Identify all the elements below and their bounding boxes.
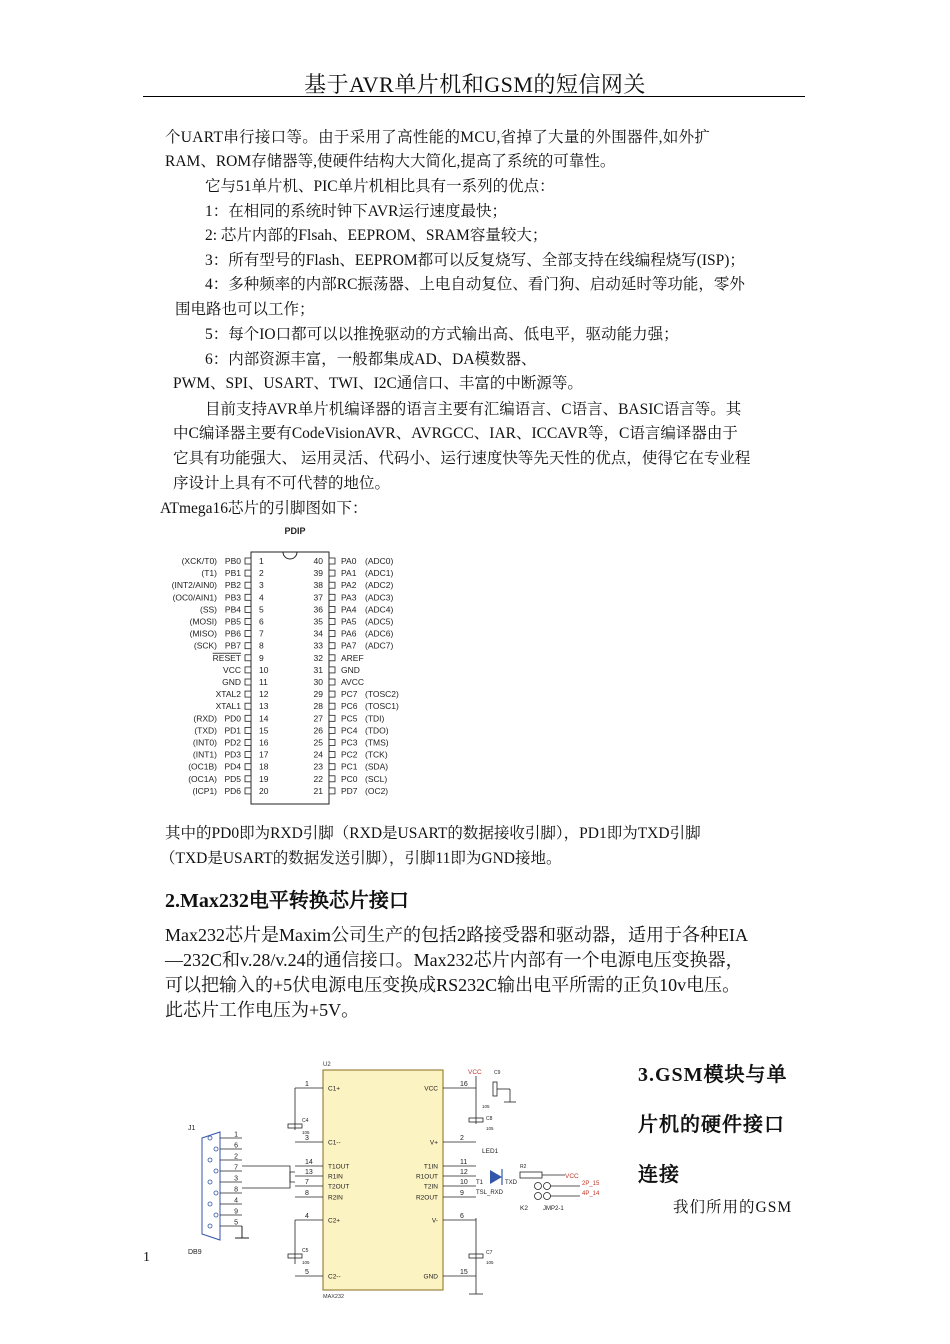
pinout-right-pin-name: PC0 xyxy=(341,773,358,784)
pinout-left-pin-function: (TXD) xyxy=(194,725,217,736)
pinout-left-pin-function: (SCK) xyxy=(193,640,217,651)
pinout-package-label: PDIP xyxy=(284,526,306,536)
pinout-left-pin-number: 12 xyxy=(259,689,269,700)
pinout-left-pin-box xyxy=(245,631,251,637)
pinout-right-pin-name: PC6 xyxy=(341,701,358,712)
max232-left-pin-number: 8 xyxy=(305,1190,309,1197)
resistor-symbol xyxy=(520,1172,542,1178)
pinout-left-pin-box xyxy=(245,752,251,758)
pinout-right-pin-name: PA1 xyxy=(341,568,357,579)
pinout-right-pin-number: 24 xyxy=(313,749,323,760)
pinout-right-pin-number: 25 xyxy=(313,737,323,748)
pinout-right-pin-function: (TMS) xyxy=(365,737,389,748)
db9-pin-contact xyxy=(214,1169,218,1173)
section-2-heading: 2.Max232电平转换芯片接口 xyxy=(165,890,409,912)
pinout-right-pin-name: PC3 xyxy=(341,737,358,748)
max232-right-pin-label: V- xyxy=(431,1217,438,1225)
pinout-right-pin-name: AVCC xyxy=(341,677,364,687)
section-3-heading-line-3: 连接 xyxy=(638,1164,680,1186)
pinout-right-pin-box xyxy=(329,558,335,564)
pinout-left-pin-number: 10 xyxy=(259,664,269,675)
pinout-left-pin-box xyxy=(245,594,251,600)
pinout-right-pin-function: (TOSC1) xyxy=(365,701,399,712)
jumper-pin-2 xyxy=(544,1183,551,1190)
pinout-left-pin-box xyxy=(245,606,251,612)
max232-left-pin-label: R1IN xyxy=(328,1173,343,1181)
cap-c8-value: 105 xyxy=(486,1126,494,1131)
pinout-right-pin-box xyxy=(329,594,335,600)
pinout-right-pin-number: 38 xyxy=(313,580,323,591)
pinout-left-pin-function: (OC0/AIN1) xyxy=(172,592,217,603)
pinout-right-pin-box xyxy=(329,655,335,661)
max232-right-pin-number: 12 xyxy=(460,1169,468,1176)
max232-right-pin-number: 10 xyxy=(460,1179,468,1186)
db9-pin-number: 5 xyxy=(234,1219,238,1227)
pinout-right-pin-function: (ADC5) xyxy=(365,616,394,627)
pinout-right-pin-number: 37 xyxy=(313,592,323,603)
db9-pin-number: 6 xyxy=(234,1142,238,1150)
pinout-left-pin-function: (RXD) xyxy=(193,713,217,724)
pinout-right-pin-function: (TDO) xyxy=(365,725,389,736)
pinout-left-pin-number: 14 xyxy=(259,713,269,724)
pinout-right-pin-function: (ADC2) xyxy=(365,580,394,591)
max232-right-pin-number: 9 xyxy=(460,1190,464,1197)
pinout-right-pin-function: (ADC1) xyxy=(365,568,394,579)
pinout-left-pin-name: PB5 xyxy=(224,616,241,627)
db9-pin-number: 9 xyxy=(234,1208,238,1216)
max232-right-pin-number: 11 xyxy=(460,1159,468,1166)
section-2-line-2: —232C和v.28/v.24的通信接口。Max232芯片内部有一个电源电压变换器， xyxy=(165,950,744,970)
port-p15-label: 2P_15 xyxy=(582,1181,600,1187)
pinout-left-pin-box xyxy=(245,715,251,721)
max232-left-pin-label: R2IN xyxy=(328,1194,343,1202)
pinout-left-pin-name: PD4 xyxy=(224,761,241,772)
pinout-right-pin-box xyxy=(329,727,335,733)
max232-left-pin-number: 4 xyxy=(305,1213,309,1220)
led-symbol xyxy=(490,1170,502,1184)
max232-left-pin-label: C1+ xyxy=(328,1085,341,1093)
vcc-label: VCC xyxy=(468,1069,482,1076)
schematic-u-label: U2 xyxy=(323,1062,331,1068)
pinout-right-pin-box xyxy=(329,715,335,721)
pinout-right-pin-function: (ADC0) xyxy=(365,556,394,566)
pinout-left-pin-number: 9 xyxy=(259,652,264,663)
page-header-title: 基于AVR单片机和GSM的短信网关 xyxy=(304,72,646,97)
pinout-left-pin-box xyxy=(245,570,251,576)
pinout-right-pin-number: 22 xyxy=(313,773,323,784)
pinout-right-pin-number: 26 xyxy=(313,725,323,736)
pinout-left-pin-name: PD0 xyxy=(224,713,241,724)
pinout-right-pin-function: (ADC6) xyxy=(365,628,394,639)
pinout-right-pin-function: (SDA) xyxy=(365,761,389,772)
resistor-label: R2 xyxy=(520,1164,527,1170)
pinout-right-pin-box xyxy=(329,776,335,782)
pinout-left-pin-function: (OC1B) xyxy=(188,761,217,772)
pinout-left-pin-function: (XCK/T0) xyxy=(181,556,217,566)
led-label: LED1 xyxy=(482,1148,499,1155)
pinout-right-pin-box xyxy=(329,788,335,794)
pinout-left-pin-number: 2 xyxy=(259,568,264,579)
db9-pin-number: 3 xyxy=(234,1175,238,1183)
db9-pin-number: 1 xyxy=(234,1131,238,1139)
max232-left-pin-label: T1OUT xyxy=(328,1163,350,1171)
cap-c9-symbol xyxy=(493,1082,497,1096)
db9-pin-contact xyxy=(208,1224,212,1228)
pinout-left-pin-function: (INT0) xyxy=(192,737,217,748)
max232-right-pin-label: T2IN xyxy=(423,1183,438,1191)
pinout-left-pin-box xyxy=(245,582,251,588)
max232-schematic xyxy=(180,1058,620,1303)
advantage-1: 1：在相同的系统时钟下AVR运行速度最快； xyxy=(205,203,507,220)
pinout-right-pin-number: 27 xyxy=(313,713,323,724)
pinout-right-pin-number: 40 xyxy=(313,556,323,566)
pinout-right-pin-name: PA6 xyxy=(341,628,357,639)
pin-note-line-2: （TXD是USART的数据发送引脚），引脚11即为GND接地。 xyxy=(160,850,562,867)
max232-right-pin-number: 6 xyxy=(460,1213,464,1220)
pinout-right-pin-name: PA7 xyxy=(341,640,357,651)
pinout-right-pin-box xyxy=(329,582,335,588)
pinout-left-pin-box xyxy=(245,691,251,697)
pinout-left-pin-number: 17 xyxy=(259,749,269,760)
pinout-left-pin-number: 16 xyxy=(259,737,269,748)
max232-right-pin-number: 16 xyxy=(460,1081,468,1088)
pinout-left-pin-box xyxy=(245,679,251,685)
pinout-left-pin-box xyxy=(245,667,251,673)
max232-right-pin-label: VCC xyxy=(424,1085,438,1093)
pinout-left-pin-box xyxy=(245,558,251,564)
db9-pin-contact xyxy=(214,1213,218,1217)
pinout-right-pin-name: PC1 xyxy=(341,761,358,772)
pinout-right-pin-function: (ADC4) xyxy=(365,604,394,615)
max232-right-pin-label: R1OUT xyxy=(415,1173,438,1181)
compiler-line-1: 目前支持AVR单片机编译器的语言主要有汇编语言、C语言、BASIC语言等。其 xyxy=(205,401,742,418)
pinout-right-pin-function: (OC2) xyxy=(365,785,389,796)
header-rule xyxy=(143,96,805,97)
vcc2-label: VCC xyxy=(565,1173,579,1180)
pinout-left-pin-name: XTAL1 xyxy=(215,701,241,712)
pinout-right-pin-function: (TCK) xyxy=(365,749,388,760)
pinout-left-pin-name: PD5 xyxy=(224,773,241,784)
max232-left-pin-number: 5 xyxy=(305,1269,309,1276)
db9-pin-contact xyxy=(214,1147,218,1151)
pinout-right-pin-name: PC2 xyxy=(341,749,358,760)
section-3-body: 我们所用的GSM xyxy=(673,1199,793,1216)
advantage-4b: 围电路也可以工作； xyxy=(175,301,315,318)
max232-left-pin-number: 7 xyxy=(305,1179,309,1186)
pinout-left-pin-number: 15 xyxy=(259,725,269,736)
pinout-intro: ATmega16芯片的引脚图如下： xyxy=(160,500,368,517)
pinout-left-pin-box xyxy=(245,643,251,649)
pinout-left-pin-name: PD1 xyxy=(224,725,241,736)
max232-right-pin-label: V+ xyxy=(429,1139,438,1147)
section-3-heading-line-2: 片机的硬件接口 xyxy=(638,1114,785,1136)
max232-left-pin-number: 1 xyxy=(305,1081,309,1088)
max232-left-pin-number: 14 xyxy=(305,1159,313,1166)
advantage-6b: PWM、SPI、USART、TWI、I2C通信口、丰富的中断源等。 xyxy=(173,375,583,392)
db9-pin-contact xyxy=(208,1180,212,1184)
pinout-left-pin-name: PD6 xyxy=(224,785,241,796)
pinout-right-pin-number: 28 xyxy=(313,701,323,712)
db9-pin-contact xyxy=(208,1158,212,1162)
pinout-right-pin-name: PA0 xyxy=(341,556,357,566)
pinout-left-pin-name: PB4 xyxy=(224,604,241,615)
pinout-right-pin-name: PA5 xyxy=(341,616,357,627)
pinout-right-pin-name: PA3 xyxy=(341,592,357,603)
pinout-right-pin-box xyxy=(329,643,335,649)
max232-left-pin-label: C2-- xyxy=(328,1273,341,1281)
pinout-left-pin-function: (MISO) xyxy=(189,628,217,639)
pinout-right-pin-name: PC4 xyxy=(341,725,358,736)
connector-label: J1 xyxy=(188,1125,196,1132)
pinout-left-pin-number: 13 xyxy=(259,701,269,712)
section-2-line-1: Max232芯片是Maxim公司生产的包括2路接受器和驱动器，适用于各种EIA xyxy=(165,925,748,945)
max232-left-pin-label: T2OUT xyxy=(328,1183,350,1191)
max232-right-pin-number: 2 xyxy=(460,1135,464,1142)
pinout-left-pin-number: 20 xyxy=(259,785,269,796)
max232-left-pin-label: C1-- xyxy=(328,1139,341,1147)
pinout-right-pin-box xyxy=(329,740,335,746)
page-number: 1 xyxy=(143,1250,150,1265)
cap-c5-value: 105 xyxy=(302,1260,310,1265)
db9-pin-number: 2 xyxy=(234,1153,238,1161)
pinout-right-pin-number: 34 xyxy=(313,628,323,639)
advantage-2: 2: 芯片内部的Flsah、EEPROM、SRAM容量较大； xyxy=(205,227,548,244)
db9-pin-number: 4 xyxy=(234,1197,238,1205)
max232-right-pin-label: T1IN xyxy=(423,1163,438,1171)
pinout-left-pin-box xyxy=(245,703,251,709)
advantage-6a: 6：内部资源丰富，一般都集成AD、DA模数器、 xyxy=(205,351,537,368)
pinout-left-pin-name: PD3 xyxy=(224,749,241,760)
pinout-left-pin-number: 3 xyxy=(259,580,264,591)
intro-line-1: 个UART串行接口等。由于采用了高性能的MCU,省掉了大量的外围器件,如外扩 xyxy=(165,129,711,146)
pinout-right-pin-box xyxy=(329,691,335,697)
pinout-right-pin-function: (TOSC2) xyxy=(365,689,399,700)
k2-label: K2 xyxy=(520,1205,528,1212)
pinout-right-pin-name: PA2 xyxy=(341,580,357,591)
pinout-left-pin-number: 11 xyxy=(259,677,268,687)
pinout-right-pin-number: 23 xyxy=(313,761,323,772)
pin-note-line-1: 其中的PD0即为RXD引脚（RXD是USART的数据接收引脚），PD1即为TXD引脚 xyxy=(165,825,701,842)
db9-shell xyxy=(202,1132,220,1240)
pinout-right-pin-box xyxy=(329,667,335,673)
pinout-right-pin-name: PC5 xyxy=(341,713,358,724)
max232-right-pin-number: 15 xyxy=(460,1269,468,1276)
pinout-right-pin-number: 31 xyxy=(313,664,323,675)
pinout-right-pin-function: (TDI) xyxy=(365,713,385,724)
pinout-left-pin-box xyxy=(245,764,251,770)
t1-label: T1 xyxy=(476,1180,484,1186)
pinout-right-pin-box xyxy=(329,679,335,685)
advantage-3: 3：所有型号的Flash、EEPROM都可以反复烧写、全部支持在线编程烧写(ISP)； xyxy=(205,252,745,269)
cap-c5-label: C5 xyxy=(302,1248,309,1254)
pinout-right-pin-function: (ADC7) xyxy=(365,640,394,651)
pinout-left-pin-number: 1 xyxy=(259,556,264,566)
txd-label: TXD xyxy=(505,1180,517,1186)
pinout-left-pin-function: (MOSI) xyxy=(189,616,217,627)
section-2-line-3: 可以把输入的+5伏电源电压变换成RS232C输出电平所需的正负10v电压。 xyxy=(165,975,741,995)
pinout-left-pin-function: (INT2/AIN0) xyxy=(171,580,217,591)
pinout-left-pin-name: VCC xyxy=(223,664,241,675)
pinout-left-pin-function: (T1) xyxy=(201,568,217,579)
pinout-left-pin-name: PB7 xyxy=(224,640,241,651)
compiler-line-4: 序设计上具有不可代替的地位。 xyxy=(173,475,391,492)
wire-r1in xyxy=(242,1172,295,1188)
pinout-left-pin-function: (SS) xyxy=(200,604,217,615)
wire-t1out xyxy=(242,1166,295,1182)
pinout-left-pin-function: (ICP1) xyxy=(192,785,217,796)
pinout-left-pin-number: 6 xyxy=(259,616,264,627)
pinout-right-pin-box xyxy=(329,752,335,758)
jumper-label: JMP2-1 xyxy=(543,1206,564,1212)
pinout-right-pin-box xyxy=(329,619,335,625)
db9-pin-contact xyxy=(208,1202,212,1206)
pinout-right-pin-function: (ADC3) xyxy=(365,592,394,603)
atmega16-pinout-diagram xyxy=(155,520,435,810)
cap-c7-label: C7 xyxy=(486,1250,493,1256)
schematic-chip-name: MAX232 xyxy=(323,1294,345,1300)
cap-c7-value: 105 xyxy=(486,1260,494,1265)
pinout-right-pin-number: 35 xyxy=(313,616,323,627)
pinout-left-pin-name: XTAL2 xyxy=(215,689,241,700)
connector-name: DB9 xyxy=(188,1249,202,1256)
pinout-right-pin-name: GND xyxy=(341,664,360,675)
cap-c9-value: 105 xyxy=(482,1104,490,1109)
pinout-right-pin-name: PC7 xyxy=(341,689,358,700)
compiler-line-2: 中C编译器主要有CodeVisionAVR、AVRGCC、IAR、ICCAVR等，C语言编译器由于 xyxy=(173,425,738,442)
jumper-pin-1 xyxy=(535,1183,542,1190)
intro-line-2: RAM、ROM存储器等,使硬件结构大大简化,提高了系统的可靠性。 xyxy=(165,153,616,170)
pinout-left-pin-name: PD2 xyxy=(224,737,241,748)
db9-pins xyxy=(208,1132,242,1229)
pinout-left-pin-box xyxy=(245,788,251,794)
pinout-right-pin-function: (SCL) xyxy=(365,773,388,784)
pinout-left-pin-function: (INT1) xyxy=(192,749,217,760)
compiler-line-3: 它具有功能强大、 运用灵活、代码小、运行速度快等先天性的优点，使得它在专业程 xyxy=(173,450,751,467)
pinout-left-pin-name: PB2 xyxy=(224,580,241,591)
pinout-left-pin-box xyxy=(245,655,251,661)
db9-pin-contact xyxy=(214,1191,218,1195)
pinout-left-pin-name: RESET xyxy=(212,652,241,663)
db9-pin-number: 7 xyxy=(234,1164,238,1172)
jumper-pin-4 xyxy=(544,1193,551,1200)
pinout-left-pin-box xyxy=(245,776,251,782)
pinout-left-pin-number: 5 xyxy=(259,604,264,615)
max232-left-pin-label: C2+ xyxy=(328,1217,341,1225)
pinout-left-pin-name: PB0 xyxy=(224,556,241,566)
pinout-right-pin-number: 39 xyxy=(313,568,323,579)
db9-pin-contact xyxy=(208,1136,212,1140)
pinout-right-pin-number: 36 xyxy=(313,604,323,615)
port-p14-label: 4P_14 xyxy=(582,1191,600,1197)
advantage-5: 5：每个IO口都可以以推挽驱动的方式输出高、低电平，驱动能力强； xyxy=(205,326,679,343)
pinout-left-pin-number: 18 xyxy=(259,761,269,772)
max232-left-pin-number: 13 xyxy=(305,1169,313,1176)
tsl-rxd-label: TSL_RXD xyxy=(476,1190,504,1196)
pinout-left-pin-box xyxy=(245,740,251,746)
pinout-right-pin-number: 29 xyxy=(313,689,323,700)
pinout-right-pin-box xyxy=(329,606,335,612)
max232-right-pin-label: GND xyxy=(423,1273,438,1281)
pinout-right-pin-box xyxy=(329,703,335,709)
pinout-right-pin-box xyxy=(329,631,335,637)
db9-pin-number: 8 xyxy=(234,1186,238,1194)
pinout-left-pin-name: PB6 xyxy=(224,628,241,639)
pinout-right-pin-number: 33 xyxy=(313,640,323,651)
pinout-left-pin-function: (OC1A) xyxy=(188,773,217,784)
cap-c9-label: C9 xyxy=(494,1070,501,1076)
pinout-right-pin-number: 21 xyxy=(313,785,323,796)
pinout-right-pin-name: AREF xyxy=(341,652,364,663)
pinout-left-pin-number: 4 xyxy=(259,592,264,603)
max232-right-pin-label: R2OUT xyxy=(415,1194,438,1202)
pinout-right-pin-box xyxy=(329,570,335,576)
cap-c4-label: C4 xyxy=(302,1118,309,1124)
pinout-left-pin-number: 7 xyxy=(259,628,264,639)
pinout-left-pin-name: PB3 xyxy=(224,592,241,603)
section-3-heading-line-1: 3.GSM模块与单 xyxy=(638,1064,788,1086)
pinout-left-pin-name: GND xyxy=(222,677,241,687)
max232-left-pin-number: 3 xyxy=(305,1135,309,1142)
pinout-right-pin-name: PA4 xyxy=(341,604,357,615)
pinout-right-pin-number: 30 xyxy=(313,677,323,687)
advantage-4a: 4：多种频率的内部RC振荡器、上电自动复位、看门狗、启动延时等功能，零外 xyxy=(205,276,745,293)
pinout-left-pin-box xyxy=(245,619,251,625)
cap-c4-value: 105 xyxy=(302,1130,310,1135)
pinout-left-pin-name: PB1 xyxy=(224,568,241,579)
cap-c8-label: C8 xyxy=(486,1116,493,1122)
jumper-pin-3 xyxy=(535,1193,542,1200)
pinout-left-pin-number: 19 xyxy=(259,773,269,784)
pinout-left-pin-box xyxy=(245,727,251,733)
section-2-line-4: 此芯片工作电压为+5V。 xyxy=(165,1000,360,1020)
pinout-right-pin-name: PD7 xyxy=(341,785,358,796)
pinout-right-pin-number: 32 xyxy=(313,652,323,663)
pinout-right-pin-box xyxy=(329,764,335,770)
pinout-left-pin-number: 8 xyxy=(259,640,264,651)
advantages-intro: 它与51单片机、PIC单片机相比具有一系列的优点： xyxy=(205,178,555,195)
